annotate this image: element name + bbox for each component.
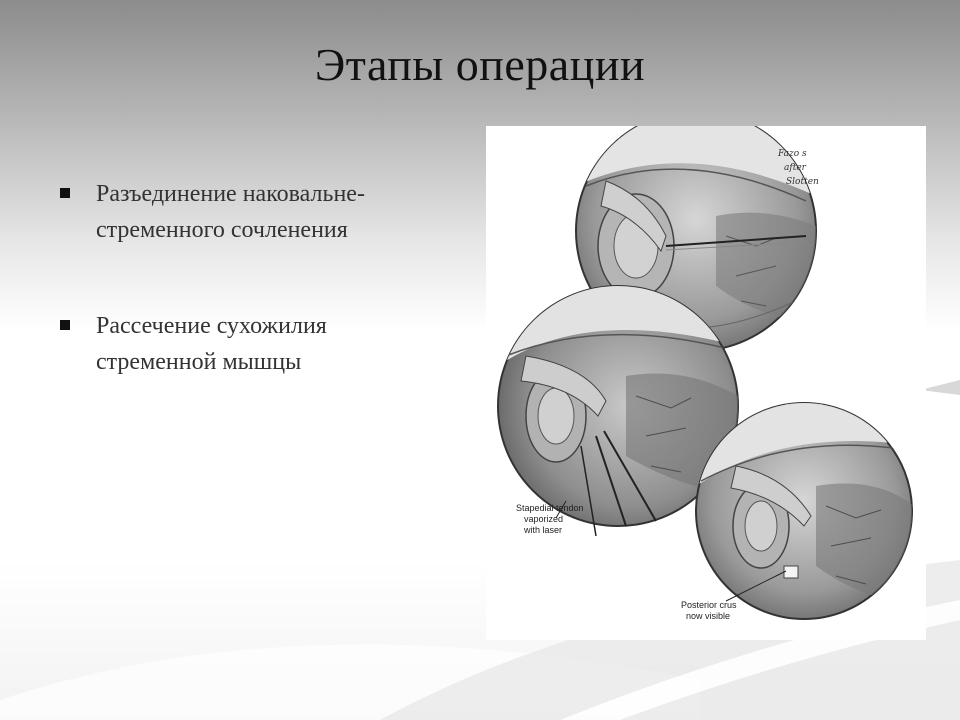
callout-label-line: vaporized xyxy=(524,514,564,524)
surgical-illustration xyxy=(486,126,926,640)
square-bullet-icon xyxy=(60,188,70,198)
bullet-text-line: стременного сочленения xyxy=(96,217,348,243)
callout-label-line: Stapedial tendon xyxy=(516,503,584,513)
callout-label-line: now visible xyxy=(686,611,731,621)
bullet-list xyxy=(60,176,460,440)
bullet-item xyxy=(60,176,460,248)
callout-label-line: Posterior crus xyxy=(681,600,737,610)
bullet-text-line: Разъединение наковальне- xyxy=(96,181,365,207)
bullet-text-line: стременной мышцы xyxy=(96,349,302,375)
bullet-item xyxy=(60,308,460,380)
bullet-text-line: Рассечение сухожилия xyxy=(96,313,327,339)
handwritten-note-line: after xyxy=(784,163,806,173)
surgical-illustration-drawing xyxy=(486,126,926,640)
square-bullet-icon xyxy=(60,320,70,330)
slide-title: Этапы операции xyxy=(314,39,646,90)
handwritten-note-line: Slotten xyxy=(786,177,819,187)
handwritten-note-line: Fazo s xyxy=(778,149,807,159)
callout-label-line: with laser xyxy=(524,525,563,535)
